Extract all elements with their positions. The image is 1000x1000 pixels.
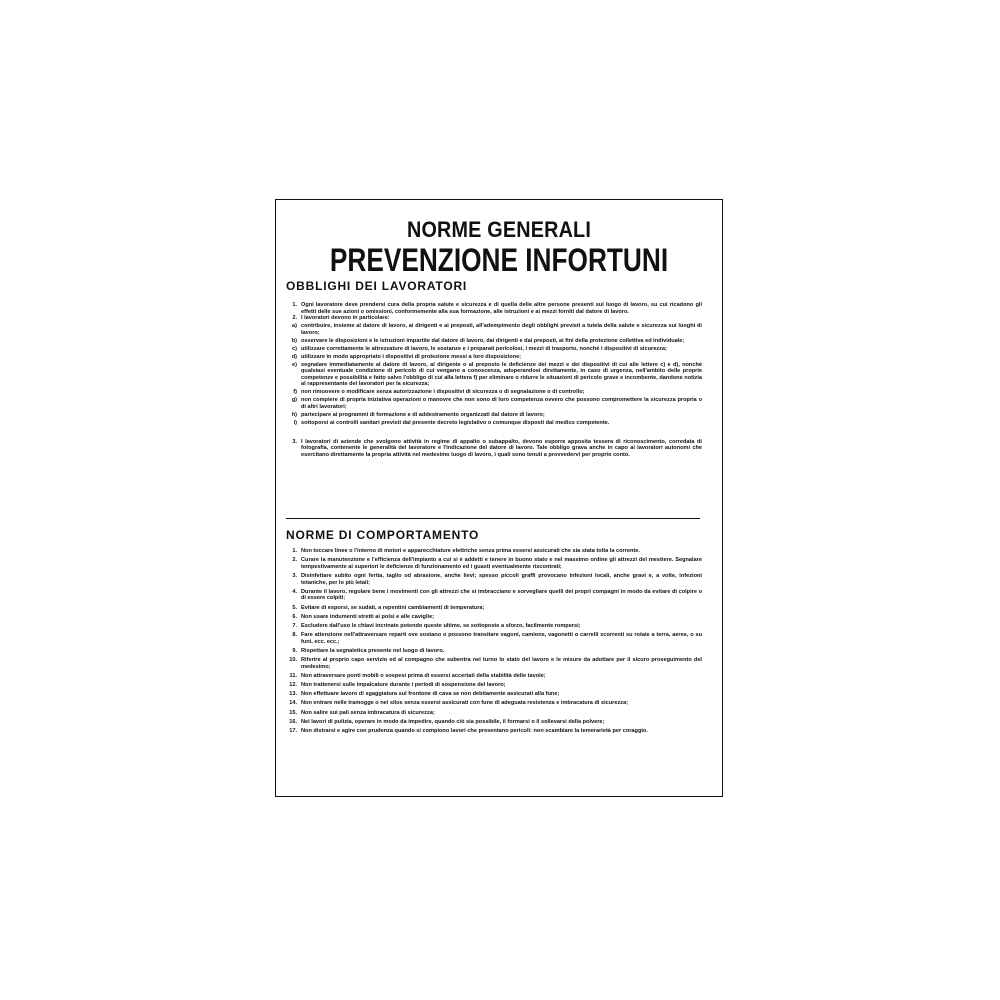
list-item xyxy=(286,346,702,353)
item-text: segnalare immediatamente al datore di lavoro, al dirigente o al preposto le deficienze dei mezzi e dei dispositivi di cui alle lettere c) e d), nonché qualsiasi eventuale condizione di pericolo di cui vengano a conoscenza, adoperandosi direttamente, in caso di urgenza, nell'ambito delle proprie competenze e possibilità e fatto salvo l'obbligo di cui alla lettera f) per eliminare o ridurre le situazioni di pericolo grave e incombente, dandone notizia al rappresentante dei lavoratori per la sicurezza; xyxy=(301,361,702,388)
list-item xyxy=(286,397,702,410)
section-heading-norme: NORME DI COMPORTAMENTO xyxy=(286,528,480,542)
item-marker: 16. xyxy=(289,718,297,725)
list-item xyxy=(286,605,702,612)
list-item xyxy=(286,323,702,336)
norme-list xyxy=(286,548,702,737)
item-text: non compiere di propria iniziativa operazioni o manovre che non sono di loro competenza ovvero che possono compromettere la sicurezza propria o di altri lavoratori; xyxy=(301,397,702,411)
list-item xyxy=(286,548,702,555)
item-text: Escludere dall'uso le chiavi incrinate potendo queste ultime, se sottoposte a sforzo, facilmente rompersi; xyxy=(301,622,581,629)
list-item xyxy=(286,589,702,602)
list-item xyxy=(286,657,702,670)
item-marker: e) xyxy=(292,361,297,368)
item-text: utilizzare in modo appropriato i dispositivi di protezione messi a loro disposizione; xyxy=(301,353,522,360)
item-text: partecipare ai programmi di formazione e di addestramento organizzati dal datore di lavoro; xyxy=(301,412,545,419)
item-marker: 17. xyxy=(289,727,297,734)
item-text: osservare le disposizioni e le istruzioni impartite dal datore di lavoro, dai dirigenti e dai preposti, ai fini della protezione collettiva ed individuale; xyxy=(301,337,685,344)
item-marker: 11. xyxy=(289,672,297,679)
item-text: utilizzare correttamente le attrezzature di lavoro, le sostanze e i preparati pericolosi, i mezzi di trasporto, nonché i dispositivi di sicurezza; xyxy=(301,345,667,352)
item-text: Non attraversare ponti mobili o sospesi prima di essersi accertati della stabilità delle tavole; xyxy=(301,672,546,679)
list-item xyxy=(286,648,702,655)
list-item xyxy=(286,557,702,570)
list-item xyxy=(286,719,702,726)
item-text: I lavoratori di aziende che svolgono attività in regime di appalto o subappalto, devono esporre apposita tessera di riconoscimento, corredata di fotografia, contenente le generalità del lavoratore e l'indicazione del datore di lavoro. Tale obbligo grava anche in capo ai lavoratori autonomi che esercitano direttamente la propria attività nel medesimo luogo di lavoro, i quali sono tenuti a provvedervi per proprio conto. xyxy=(301,438,702,458)
item-text: Curare la manutenzione e l'efficienza dell'impianto a cui si è addetti e tenere in buono stato e nel massimo ordine gli attrezzi del mestiere. Segnalare tempestivamente ai superiori le deficienze di funzionamento ed i guasti eventualmente riscontrati; xyxy=(301,557,702,570)
item-text: Ogni lavoratore deve prendersi cura della propria salute e sicurezza e di quella delle altre persone presenti sul luogo di lavoro, su cui ricadono gli effetti delle sue azioni o omissioni, conformemente alla sua formazione, alle istruzioni e ai mezzi forniti dal datore di lavoro. xyxy=(301,302,702,315)
list-item xyxy=(286,362,702,388)
item-marker: f) xyxy=(293,389,297,396)
item-marker: b) xyxy=(291,337,297,344)
item-marker: 6. xyxy=(292,613,297,620)
item-marker: 3. xyxy=(292,438,297,445)
item-marker: 2. xyxy=(292,315,297,322)
item-marker: 4. xyxy=(292,588,297,595)
sign-title-line2: PREVENZIONE INFORTUNI xyxy=(329,242,669,278)
list-item xyxy=(286,682,702,689)
item-text: Non effettuare lavoro di sgaggiatura sul frontone di cava se non debitamente assicurati alla fune; xyxy=(301,691,560,698)
item-marker: 1. xyxy=(292,548,297,554)
item-marker: 2. xyxy=(292,557,297,564)
list-item xyxy=(286,614,702,621)
list-item xyxy=(286,389,702,396)
item-text: Non salire sui pali senza imbracatura di sicurezza; xyxy=(301,709,435,716)
item-text: Riferire al proprio capo servizio ed al compagno che subentra nel turno lo stato del lavoro e le misure da adottare per il sicuro proseguimento del medesimo; xyxy=(301,657,702,670)
item-marker: a) xyxy=(292,323,297,330)
list-item xyxy=(286,700,702,707)
list-item xyxy=(286,420,702,427)
item-marker: 15. xyxy=(289,709,297,716)
list-item xyxy=(286,338,702,345)
sign-title-line1: NORME GENERALI xyxy=(406,217,592,242)
item-text: Durante il lavoro, regolare bene i movimenti con gli attrezzi che si imbracciano e sorvegliare quelli dei propri compagni in modo da evitare di colpire o di essere colpiti; xyxy=(301,588,702,602)
item-text: Fare attenzione nell'attraversare reparti ove sostano o possono transitare vagoni, camions, vagonetti o carrelli scorrenti su rotaie a terra, aeree, o su funi, ecc. ecc.; xyxy=(301,632,702,645)
item-marker: 12. xyxy=(289,682,297,689)
section-heading-obblighi: OBBLIGHI DEI LAVORATORI xyxy=(286,279,468,293)
item-marker: 8. xyxy=(292,632,297,639)
item-text: Nei lavori di pulizia, operare in modo da impedire, quando ciò sia possibile, il formarsi o il sollevarsi della polvere; xyxy=(301,718,605,725)
item-marker: 1. xyxy=(292,302,297,308)
item-text: non rimuovere o modificare senza autorizzazione i dispositivi di sicurezza o di segnalazione o di controllo; xyxy=(301,389,585,396)
item-text: Disinfettare subito ogni ferita, taglio od abrasione, anche lievi; spesso piccoli graffi provocano infezioni locali, anche gravi e, a volte, infezioni tetaniche, per lo più letali; xyxy=(301,572,702,586)
item-marker: 9. xyxy=(292,647,297,654)
list-item xyxy=(286,302,702,315)
item-text: I lavoratori devono in particolare: xyxy=(301,315,390,322)
item-marker: g) xyxy=(291,397,297,404)
section-divider xyxy=(286,518,700,519)
list-item xyxy=(286,710,702,717)
obblighi-list xyxy=(286,302,702,458)
item-text: Non distrarsi e agire con prudenza quando si compiono lavori che presentano pericoli: non scambiare la temerarietà per coraggio. xyxy=(301,727,648,734)
list-item xyxy=(286,315,702,322)
list-item xyxy=(286,412,702,419)
list-item xyxy=(286,728,702,735)
list-item xyxy=(286,354,702,361)
list-item xyxy=(286,632,702,645)
item-marker: 3. xyxy=(292,572,297,579)
list-item xyxy=(286,673,702,680)
item-marker: c) xyxy=(292,345,297,352)
item-marker: 10. xyxy=(289,657,297,664)
item-marker: h) xyxy=(291,412,297,419)
list-item xyxy=(286,573,702,586)
item-marker: d) xyxy=(291,353,297,360)
item-text: Non usare indumenti stretti ai polsi e alle caviglie; xyxy=(301,613,435,620)
item-marker: 7. xyxy=(292,622,297,629)
item-text: contribuire, insieme al datore di lavoro, ai dirigenti e ai preposti, all'adempimento degli obblighi previsti a tutela della salute e sicurezza sui luoghi di lavoro; xyxy=(301,323,702,336)
safety-sign xyxy=(275,199,723,797)
item-text: Evitare di esporsi, se sudati, a repentini cambiamenti di temperatura; xyxy=(301,604,485,611)
item-marker: 14. xyxy=(289,700,297,707)
item-text: Non trattenersi sulle impalcature durante i periodi di sospensione del lavoro; xyxy=(301,682,506,689)
item-text: Rispettare la segnaletica presente nel luogo di lavoro. xyxy=(301,647,445,654)
item-marker: i) xyxy=(293,420,297,427)
item-text: Non entrare nelle tramogge o nei silos senza essersi assicurati con fune di adeguata resistenza e imbracatura di sicurezza; xyxy=(301,700,629,707)
list-item xyxy=(286,623,702,630)
item-text: Non toccare linee o l'interno di motori e apparecchiature elettriche senza prima essersi assicurati che sia stata tolta la corrente. xyxy=(301,548,640,554)
list-item xyxy=(286,691,702,698)
item-text: sottoporsi ai controlli sanitari previsti dal presente decreto legislativo o comunque disposti dal medico competente. xyxy=(301,420,610,427)
list-item xyxy=(286,439,702,459)
item-marker: 5. xyxy=(292,604,297,611)
item-marker: 13. xyxy=(289,691,297,698)
